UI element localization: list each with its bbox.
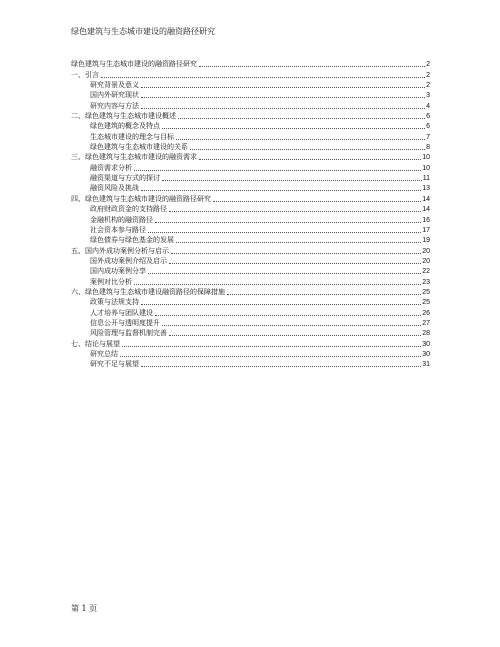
toc-entry-page-number: 6	[426, 113, 430, 121]
toc-entry[interactable]	[71, 328, 430, 338]
page-header-title: 绿色建筑与生态城市建设的融资路径研究	[71, 27, 215, 36]
toc-entry-page-number: 23	[422, 278, 430, 286]
toc-entry-page-number: 22	[422, 268, 430, 276]
toc-dot-leader	[155, 222, 421, 223]
toc-dot-leader	[122, 346, 421, 347]
toc-entry-page-number: 17	[422, 226, 430, 234]
toc-entry-label: 信息公开与透明度提升	[90, 318, 160, 327]
toc-dot-leader	[120, 356, 421, 357]
toc-dot-leader	[141, 190, 421, 191]
toc-entry[interactable]	[71, 193, 430, 203]
toc-entry-label: 五、国内外成功案例分析与启示	[71, 246, 169, 255]
toc-entry[interactable]	[71, 349, 430, 359]
toc-dot-leader	[227, 294, 421, 295]
toc-entry[interactable]	[71, 173, 430, 183]
toc-entry-label: 政府财政资金的支持路径	[90, 205, 167, 214]
page-number-footer: 第 1 页	[71, 604, 98, 613]
toc-entry[interactable]	[71, 121, 430, 131]
toc-entry-label: 政策与法规支持	[90, 298, 139, 307]
toc-entry-label: 人才培养与团队建设	[90, 308, 153, 317]
toc-entry[interactable]	[71, 69, 430, 79]
toc-entry[interactable]	[71, 338, 430, 348]
toc-entry[interactable]	[71, 235, 430, 245]
toc-dot-leader	[148, 273, 421, 274]
toc-dot-leader	[199, 159, 421, 160]
toc-entry[interactable]	[71, 183, 430, 193]
toc-entry-label: 四、绿色建筑与生态城市建设的融资路径研究	[71, 194, 211, 203]
toc-entry[interactable]	[71, 90, 430, 100]
toc-dot-leader	[162, 325, 421, 326]
toc-entry-page-number: 20	[422, 247, 430, 255]
toc-dot-leader	[190, 149, 425, 150]
toc-dot-leader	[176, 139, 425, 140]
toc-entry-label: 国内外研究现状	[90, 91, 139, 100]
toc-entry-label: 风险管理与监督机制完善	[90, 329, 167, 338]
toc-entry[interactable]	[71, 318, 430, 328]
toc-entry[interactable]	[71, 359, 430, 369]
toc-entry-page-number: 28	[422, 330, 430, 338]
toc-entry[interactable]	[71, 245, 430, 255]
toc-dot-leader	[178, 118, 425, 119]
toc-entry-label: 六、绿色建筑与生态城市建设融资路径的保障措施	[71, 287, 225, 296]
toc-entry[interactable]	[71, 142, 430, 152]
toc-entry-page-number: 13	[422, 185, 430, 193]
toc-dot-leader	[141, 108, 425, 109]
toc-entry-page-number: 3	[426, 92, 430, 100]
toc-entry-label: 生态城市建设的理念与目标	[90, 132, 174, 141]
toc-entry-label: 二、绿色建筑与生态城市建设概述	[71, 112, 176, 121]
toc-entry-label: 绿色建筑与生态城市建设的关系	[90, 143, 188, 152]
toc-dot-leader	[134, 170, 421, 171]
toc-entry[interactable]	[71, 297, 430, 307]
toc-entry-label: 金融机构的融资路径	[90, 215, 153, 224]
toc-dot-leader	[169, 263, 421, 264]
toc-entry-label: 国内成功案例分享	[90, 267, 146, 276]
toc-entry[interactable]	[71, 131, 430, 141]
toc-entry-page-number: 30	[422, 340, 430, 348]
toc-entry[interactable]	[71, 162, 430, 172]
toc-entry[interactable]	[71, 225, 430, 235]
toc-entry-label: 绿色建筑与生态城市建设的融资路径研究	[71, 60, 197, 69]
toc-entry-page-number: 2	[426, 61, 430, 69]
toc-entry-page-number: 27	[422, 319, 430, 327]
toc-entry-label: 研究总结	[90, 349, 118, 358]
table-of-contents	[71, 59, 430, 369]
toc-entry[interactable]	[71, 111, 430, 121]
toc-entry-label: 绿色债券与绿色基金的发展	[90, 236, 174, 245]
toc-entry-label: 七、结论与展望	[71, 339, 120, 348]
toc-entry-label: 案例对比分析	[90, 277, 132, 286]
toc-entry-label: 融资渠道与方式的探讨	[90, 174, 160, 183]
toc-dot-leader	[162, 128, 425, 129]
toc-dot-leader	[141, 304, 421, 305]
toc-entry-page-number: 19	[422, 237, 430, 245]
toc-entry-page-number: 14	[422, 206, 430, 214]
toc-entry-page-number: 2	[426, 82, 430, 90]
toc-dot-leader	[141, 87, 425, 88]
toc-entry-page-number: 31	[422, 361, 430, 369]
toc-entry-label: 研究不足与展望	[90, 360, 139, 369]
toc-dot-leader	[134, 284, 421, 285]
toc-entry-label: 融资需求分析	[90, 163, 132, 172]
toc-entry-page-number: 8	[426, 144, 430, 152]
toc-dot-leader	[155, 315, 421, 316]
toc-entry-label: 绿色建筑的概念及特点	[90, 122, 160, 131]
toc-entry-page-number: 14	[422, 195, 430, 203]
toc-dot-leader	[148, 232, 421, 233]
toc-entry-label: 融资风险及挑战	[90, 184, 139, 193]
toc-entry-page-number: 10	[422, 164, 430, 172]
toc-entry[interactable]	[71, 307, 430, 317]
toc-entry-label: 三、绿色建筑与生态城市建设的融资需求	[71, 153, 197, 162]
toc-entry-label: 国外成功案例介绍及启示	[90, 256, 167, 265]
toc-dot-leader	[141, 366, 421, 367]
toc-entry-page-number: 7	[426, 133, 430, 141]
toc-entry[interactable]	[71, 100, 430, 110]
toc-entry-label: 社会资本参与路径	[90, 225, 146, 234]
toc-entry-page-number: 30	[422, 350, 430, 358]
toc-entry[interactable]	[71, 256, 430, 266]
toc-entry-page-number: 20	[422, 257, 430, 265]
toc-entry[interactable]	[71, 59, 430, 69]
toc-dot-leader	[176, 242, 421, 243]
toc-entry[interactable]	[71, 276, 430, 286]
toc-entry-page-number: 6	[426, 123, 430, 131]
toc-dot-leader	[169, 335, 421, 336]
toc-entry-label: 研究背景及意义	[90, 81, 139, 90]
toc-entry[interactable]	[71, 152, 430, 162]
toc-entry-page-number: 4	[426, 102, 430, 110]
toc-entry-label: 一、引言	[71, 70, 99, 79]
toc-entry-page-number: 16	[422, 216, 430, 224]
toc-entry-page-number: 2	[426, 71, 430, 79]
toc-entry[interactable]	[71, 214, 430, 224]
toc-dot-leader	[171, 253, 421, 254]
toc-entry-page-number: 11	[422, 175, 430, 183]
toc-entry-page-number: 26	[422, 309, 430, 317]
toc-dot-leader	[162, 180, 422, 181]
toc-entry-page-number: 10	[422, 154, 430, 162]
toc-entry[interactable]	[71, 204, 430, 214]
toc-dot-leader	[169, 211, 421, 212]
toc-entry-page-number: 25	[422, 299, 430, 307]
toc-entry[interactable]	[71, 287, 430, 297]
toc-entry[interactable]	[71, 80, 430, 90]
toc-dot-leader	[101, 77, 425, 78]
toc-entry-label: 研究内容与方法	[90, 101, 139, 110]
toc-dot-leader	[199, 66, 425, 67]
toc-dot-leader	[213, 201, 421, 202]
toc-dot-leader	[141, 97, 425, 98]
toc-entry[interactable]	[71, 266, 430, 276]
toc-entry-page-number: 25	[422, 288, 430, 296]
